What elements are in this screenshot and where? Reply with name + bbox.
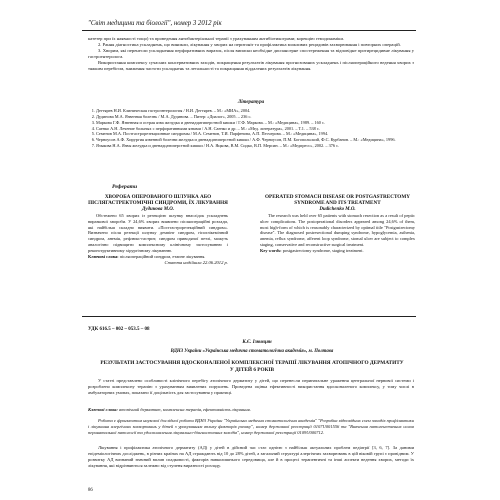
header-rule [82, 30, 416, 31]
paragraph: 3. Хворим, які перенесли ускладнення перфоративних виразок, після виписки необхідне диспансерне спостереження та відповідне протирецидивне лікування у гастроентеролога. [88, 48, 414, 59]
reference-item: 5. Семенов М.А. Постгастрорезекционные синдромы / М.А. Семенов, Т.И. Парфенова, А.П. Песчерова. – М.: «Медицина», 1994. [96, 131, 414, 137]
article-author: К.Є. Ізюмцян [242, 340, 272, 345]
abstract-ukrainian [88, 194, 228, 265]
keywords-label: Ключові слова: [88, 253, 119, 259]
submission-date: Стаття надійшла 22.06.2012 р. [164, 259, 228, 265]
abstract-title: ХВОРОБА ОПЕРОВАНОГО ШЛУНКА АБО ПІСЛЯГАСТРЕКТОМІЧНІ СИНДРОМИ, ЇХ ЛІКУВАННЯ [88, 194, 228, 207]
paragraph: Використання комплексу сучасних консервативних заходів, покращення результатів лікування прогнозованих ускладнень і післяопераційного ведення хворих з тяжким перебігом, зниження частоти ускладнень та летальності та покращання віддалених результатів лікування. [88, 60, 414, 71]
abstracts-heading: Реферати [112, 184, 138, 190]
article-funding-note: Робота є фрагментом наукової дослідної роботи ВДНЗ України "Українська медична стоматологічна академія" "Розробка відповідних схем заходів профілактики і лікування алергічних захворювань у дітей з урахуванням впливу факторів ризику", номер державної реєстрації 0107U001556 та "Вивчення патогенетичних основ перинатальної патології та удосконалення лікувально-діагностичних заходів", номер державної реєстрації 0109U000712. [88, 418, 414, 435]
reference-item: 2. Дудинова М.А. Язвенная болезнь / М.А. Дудинова. – Питер: «Диалог», 2005. – 236 с. [96, 114, 414, 120]
udk-code: УДК 616.5 – 002 – 053.5 – 08 [88, 327, 150, 332]
abstract-author: Дудинова М.О. [141, 206, 175, 212]
abstract-title: OPERATED STOMACH DISEASE OR POSTGASTRECTOMY SYNDROME AND ITS TREATMENT [265, 194, 410, 207]
reference-item: 4. Саенко А.Н. Лечение больных с перфоративными язвами / А.Н. Саенко и др. – М.: «Мед. литература», 2001. – Т.1. – 538 с. [96, 126, 414, 132]
keywords-label: Key words: [260, 247, 282, 253]
top-text-block [88, 36, 414, 72]
running-head: "Світ медицини та біології", номер 3 2012 рік [88, 20, 222, 27]
article-title: РЕЗУЛЬТАТИ ЗАСТОСУВАННЯ ВДОСКОНАЛЕНОЇ КОМПЛЕКСНОЇ ТЕРАПІЇ ЛІКУВАННЯ АТОПІЧНОГО ДЕРМАТИТУ У ДІТЕЙ 6 РОКІВ [100, 360, 404, 373]
abstract-body: The research was held over 65 patients with stomach resection as a result of peptic ulcer complications. The postoperational disorders appeared among 24,6% of them, most high-form of which is reasonably characterized by optimal title "Postgastrectomy disease". The diagnosed postresectional dumping syndrome, hypoglycemia, asthenia, anemia, reflux syndrome, afferent loop syndrome, stomal ulcer are subject to complex staging, conservative and reconstructive surgical treatment. [260, 212, 415, 248]
reference-item: 3. Маркова Г.Ф. Язвенная и острая язва желудка и двенадцатиперстной кишки / Г.Ф. Маркова. – М.: «Медицина», 1989. – 160 с. [96, 120, 414, 126]
reference-item: 7. Языкова Н.А. Язвы желудка и двенадцатиперстной кишки / Н.А. Яцкова, В.М. Сидко, В.П. Мерсин. – М.: «Медпресс», 2002. – 376 с. [96, 143, 414, 149]
article-body: Лікування і профілактика атопічного дерматиту (АД) у дітей в дійсний час стає однією з найбільш актуальних проблем педіатрії [3, 6, 7]. За даними епідеміологічних досліджень, в різних країнах на АД страждають від 10 до 28% дітей, а загальний структурі алергічних захворювань в цій віковій групі є провідним. У розвитку АД визнаний значний вплив спадковості, факторів навколишнього середовища, але й в процесі терапевтичні та інші аспекти ведення хворих, методи їх лікування, які відрізняються залежно від ступеня виразності розладу. [88, 445, 414, 468]
article-abstract: У статті представлено особливості клінічного перебігу атопічного дерматиту у дітей, що перенесли перинатальне ураження центральної нервової системи і розроблено комплексну терапію з урахуванням виявлених порушень. Проведена оцінка ефективності використання вдосконаленого комплексу, у тому числі в амбулаторних умовах, показано її доцільність для застосування у практиці. [88, 378, 414, 395]
reference-list [88, 108, 414, 149]
reference-item: 6. Черноусов А.Ф. Хирургия язвенной болезни желудка и двенадцатиперстной кишки / А.Ф. Черноусов, П.М. Богопольский, Ф.С. Курбанов. – М.: «Медицина», 1996. [96, 137, 414, 143]
keywords-text: postgastrectomy syndrome, staging treatment. [282, 247, 364, 253]
abstract-english [260, 194, 415, 254]
abstract-author: Dudichenko M.O. [319, 206, 356, 212]
article-keywords [88, 407, 414, 412]
literature-heading: Література [237, 100, 265, 105]
keywords-label: Ключові слова: [88, 407, 118, 412]
article-affiliation: ВДНЗ України «Українська медична стоматологічна академія», м. Полтава [170, 349, 334, 354]
section-divider [82, 316, 416, 317]
page-number: 86 [88, 488, 93, 493]
paragraph: 2. Рання діагностика ускладнень, що виникли, лікування у хворих на перитоніт та профілактика можливих рецидивів захворювання і повторних операцій. [98, 42, 401, 47]
keywords-text: післяопераційний синдром, етапне лікування. [119, 253, 206, 259]
abstract-body: Обстежено 65 хворих із резекцією шлунку внаслідок ускладнень виразкової хвороби. У 24,6% хворих виявлено післяопераційні розлади, які найбільш складно виявити. «Постгастрорезекційний синдром». Визначено після резекції шлунку демпінг синдром, гіпоглікемічний синдром, анемія, рефлюкс-гастрит, синдром приводячої петлі, можуть аналогічно підвищити комплексному клінічному застосуванню і реконструктивному хірургічному лікуванню. [88, 212, 228, 253]
paragraph: катетер при їх наявності тощо) та проведення антибактеріальної терапії з урахуванням антибіотикограми; корекцію гемодинаміки. [88, 36, 345, 41]
abstract-keywords [260, 248, 415, 254]
reference-item: 1. Дегтярев Н.И. Клиническая гастроэнтерология / Н.И. Дегтярев. – М.: «МИА», 2004. [96, 108, 414, 114]
keywords-text: атопічний дерматит, комплексна терапія, ефективність лікування. [119, 407, 251, 412]
